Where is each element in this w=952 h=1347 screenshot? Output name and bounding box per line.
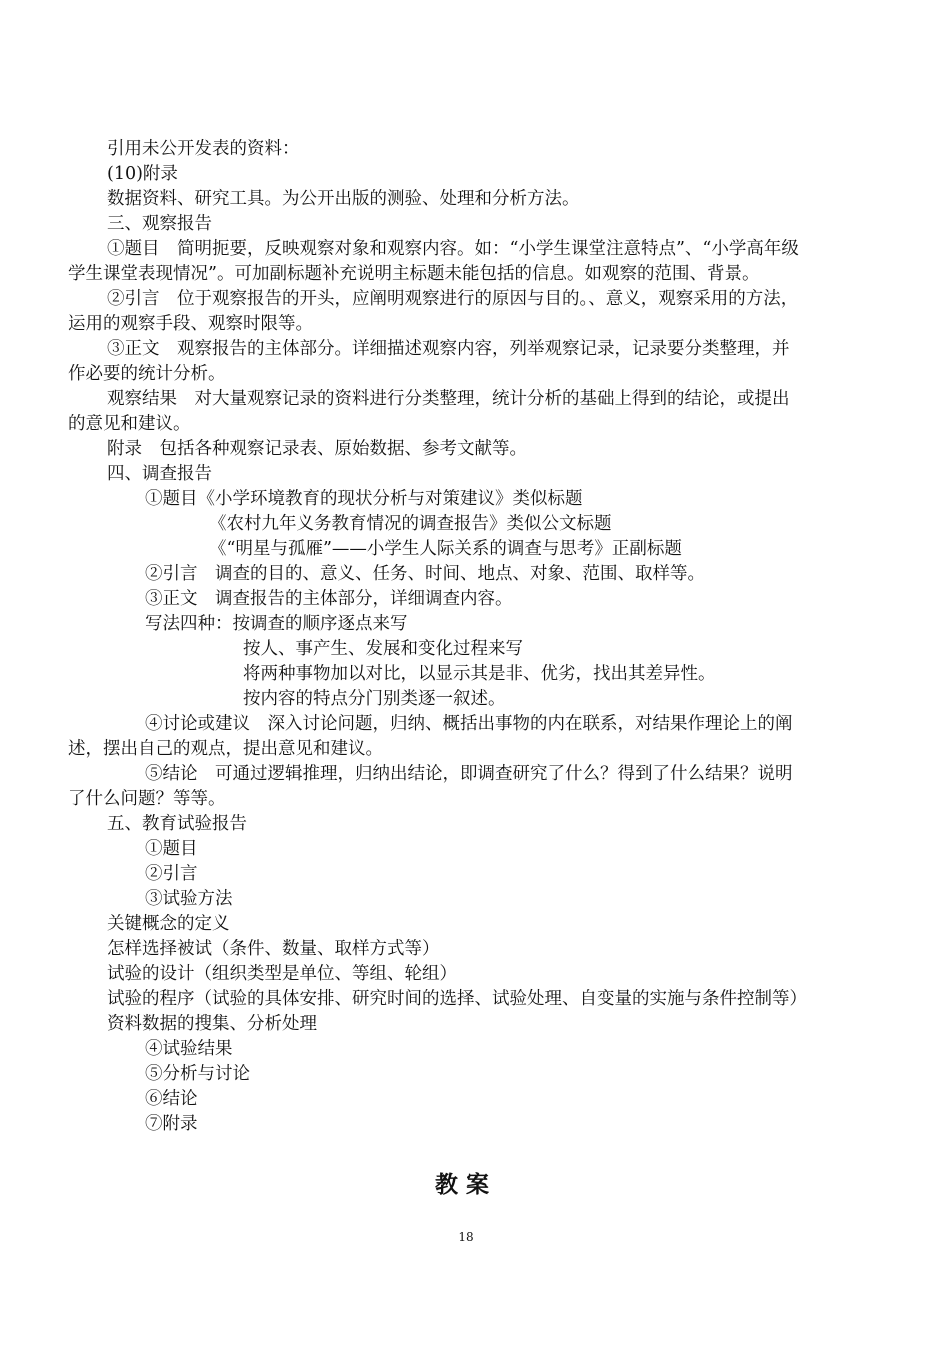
text-line: 述，摆出自己的观点，提出意见和建议。 [68,739,383,759]
text-line: ②引言 位于观察报告的开头，应阐明观察进行的原因与目的。、意义，观察采用的方法， [107,289,799,309]
text-line: 学生课堂表现情况”。可加副标题补充说明主标题未能包括的信息。如观察的范围、背景。 [68,264,760,284]
text-line: 作必要的统计分析。 [68,364,226,384]
list-item: ⑦附录 [145,1114,198,1134]
text-line: 引用未公开发表的资料： [107,139,300,159]
text-line: ②引言 调查的目的、意义、任务、时间、地点、对象、范围、取样等。 [145,564,705,584]
text-line: 的意见和建议。 [68,414,191,434]
text-line: 试验的设计（组织类型是单位、等组、轮组） [107,964,457,984]
text-line: ⑤结论 可通过逻辑推理，归纳出结论，即调查研究了什么？得到了什么结果？说明 [145,764,793,784]
text-line: 附录 包括各种观察记录表、原始数据、参考文献等。 [107,439,527,459]
text-line: ③正文 观察报告的主体部分。详细描述观察内容，列举观察记录，记录要分类整理，并 [107,339,790,359]
list-item: ⑥结论 [145,1089,198,1109]
text-line: 怎样选择被试（条件、数量、取样方式等） [107,939,440,959]
text-line: ①题目《小学环境教育的现状分析与对策建议》类似标题 [145,489,583,509]
list-item: ②引言 [145,864,198,884]
section-heading: 四、调查报告 [107,464,212,484]
text-line: 运用的观察手段、观察时限等。 [68,314,313,334]
text-line: 试验的程序（试验的具体安排、研究时间的选择、试验处理、自变量的实施与条件控制等） [107,989,807,1009]
section-heading: 五、教育试验报告 [107,814,247,834]
text-line: 关键概念的定义 [107,914,230,934]
section-title: 教案 [435,1172,497,1198]
text-line: 资料数据的搜集、分析处理 [107,1014,317,1034]
text-line: 按内容的特点分门别类逐一叙述。 [243,689,506,709]
text-line: ③正文 调查报告的主体部分，详细调查内容。 [145,589,513,609]
text-line: 了什么问题？等等。 [68,789,226,809]
text-line: ①题目 简明扼要，反映观察对象和观察内容。如：“小学生课堂注意特点”、“小学高年级 [107,239,799,259]
text-line: 观察结果 对大量观察记录的资料进行分类整理，统计分析的基础上得到的结论，或提出 [107,389,790,409]
text-line: 《“明星与孤雁”——小学生人际关系的调查与思考》正副标题 [209,539,682,559]
list-item: ③试验方法 [145,889,233,909]
text-line: 将两种事物加以对比，以显示其是非、优劣，找出其差异性。 [243,664,716,684]
list-item: ⑤分析与讨论 [145,1064,250,1084]
text-line: (10)附录 [107,164,178,184]
list-item: ①题目 [145,839,198,859]
page-number: 18 [458,1230,474,1244]
text-line: 按人、事产生、发展和变化过程来写 [243,639,523,659]
list-item: ④试验结果 [145,1039,233,1059]
text-line: ④讨论或建议 深入讨论问题，归纳、概括出事物的内在联系，对结果作理论上的阐 [145,714,793,734]
section-heading: 三、观察报告 [107,214,212,234]
text-line: 写法四种：按调查的顺序逐点来写 [145,614,408,634]
text-line: 《农村九年义务教育情况的调查报告》类似公文标题 [209,514,612,534]
text-line: 数据资料、研究工具。为公开出版的测验、处理和分析方法。 [107,189,580,209]
